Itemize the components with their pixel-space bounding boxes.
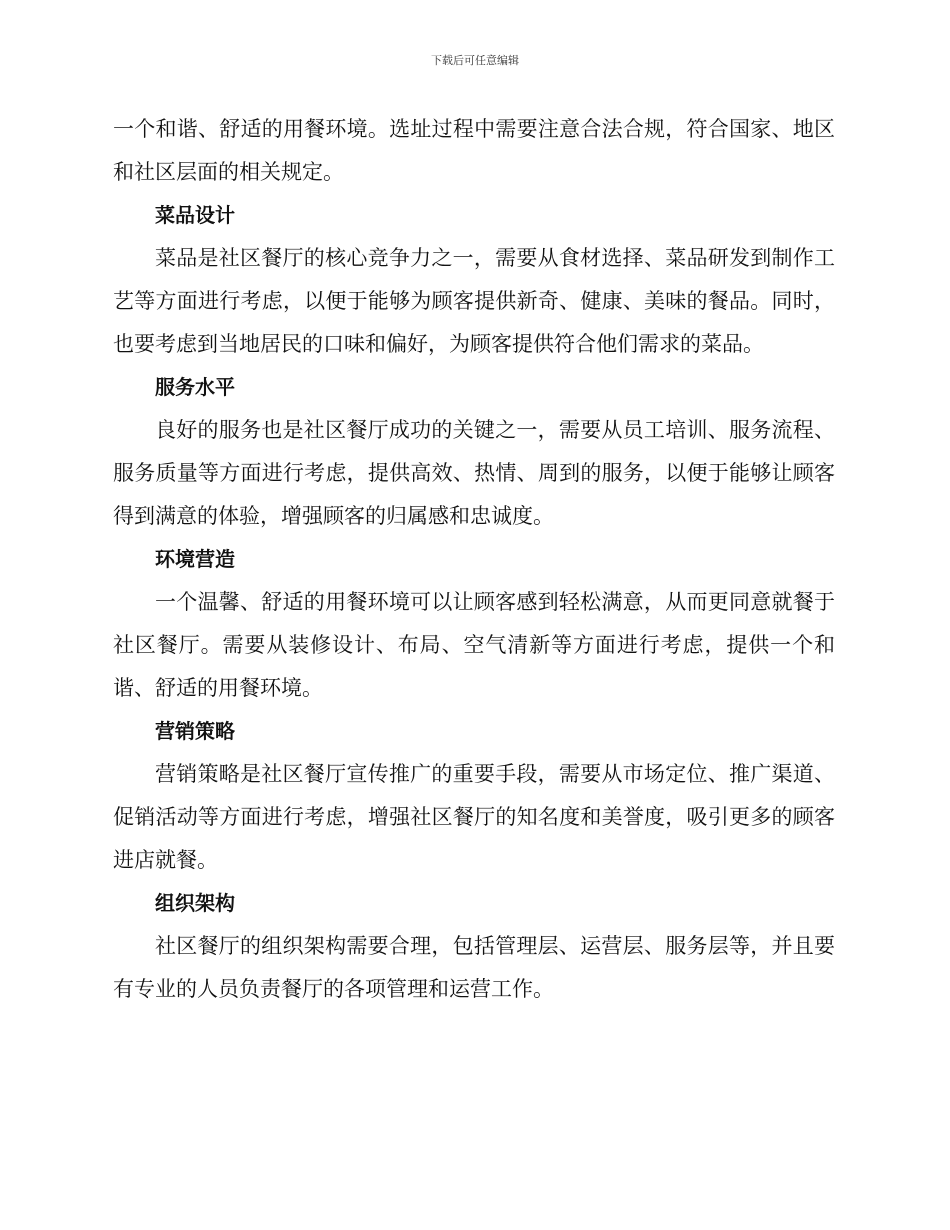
section-body-environment: 一个温馨、舒适的用餐环境可以让顾客感到轻松满意，从而更同意就餐于社区餐厅。需要从装修设计、布局、空气清新等方面进行考虑，提供一个和谐、舒适的用餐环境。 [113, 590, 835, 700]
section-body-marketing: 营销策略是社区餐厅宣传推广的重要手段，需要从市场定位、推广渠道、促销活动等方面进行考虑，增强社区餐厅的知名度和美誉度，吸引更多的顾客进店就餐。 [113, 762, 835, 872]
section-body-dish-design: 菜品是社区餐厅的核心竞争力之一，需要从食材选择、菜品研发到制作工艺等方面进行考虑，以便于能够为顾客提供新奇、健康、美味的餐品。同时，也要考虑到当地居民的口味和偏好，为顾客提供符合他们需求的菜品。 [113, 246, 835, 356]
section-heading-marketing: 营销策略 [155, 719, 235, 743]
section-body-organization: 社区餐厅的组织架构需要合理，包括管理层、运营层、服务层等，并且要有专业的人员负责餐厅的各项管理和运营工作。 [113, 934, 835, 1001]
page-header: 下载后可任意编辑 [431, 54, 519, 67]
section-heading-dish-design: 菜品设计 [155, 203, 235, 227]
section-heading-organization: 组织架构 [155, 891, 235, 915]
document-body [113, 108, 835, 1011]
section-heading-service-level: 服务水平 [155, 375, 235, 399]
section-heading-environment: 环境营造 [155, 547, 235, 571]
section-body-service-level: 良好的服务也是社区餐厅成功的关键之一，需要从员工培训、服务流程、服务质量等方面进行考虑，提供高效、热情、周到的服务，以便于能够让顾客得到满意的体验，增强顾客的归属感和忠诚度。 [113, 418, 835, 528]
intro-paragraph: 一个和谐、舒适的用餐环境。选址过程中需要注意合法合规，符合国家、地区和社区层面的相关规定。 [113, 117, 835, 184]
